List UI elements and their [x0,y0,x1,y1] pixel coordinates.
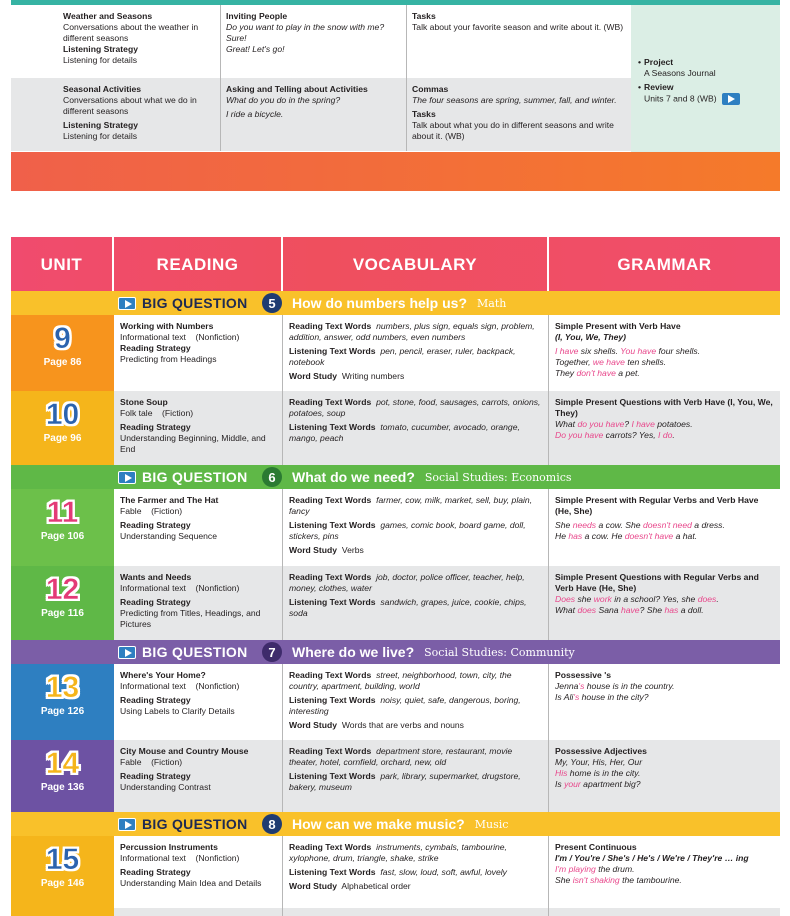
grammar-title: Simple Present with Regular Verbs and Verb Have (He, She) [555,495,759,516]
top-speaking-line: I ride a bicycle. [226,109,284,119]
reading-text-words: Reading Text Words department store, restaurant, movie theater, hotel, cornfield, orchard, new, old [289,746,513,767]
listening-text-words: Listening Text Words pen, pencil, eraser, ruler, backpack, notebook [289,346,516,367]
project-item: • Project A Seasons Journal [638,57,716,78]
top-reading-cell [11,78,221,151]
vocabulary-cell [283,566,549,640]
big-question-label: BIG QUESTION [142,294,248,311]
header-unit: UNIT [11,237,114,291]
reading-strategy-label: Reading Strategy [120,867,191,877]
reading-title: City Mouse and Country Mouse [120,746,249,756]
top-reading-title: Seasonal Activities [63,84,142,94]
grammar-example: Does she work in a school? Yes, she does. [555,594,719,604]
play-video-icon[interactable] [118,471,136,484]
grammar-example: Do you have carrots? Yes, I do. [555,430,675,440]
unit-row [11,489,780,566]
big-question-text: Where do we live? [292,643,415,660]
big-question-label: BIG QUESTION [142,815,248,832]
reading-title: Where's Your Home? [120,670,206,680]
play-video-icon[interactable] [118,818,136,831]
grammar-example: What does Sana have? She has a doll. [555,605,704,615]
big-question-banner [11,291,780,315]
reading-strategy: Predicting from Headings [120,354,217,364]
unit-row [11,391,780,465]
reading-title: Stone Soup [120,397,168,407]
top-reading-desc: Conversations about the weather in different seasons [63,22,199,43]
top-strategy: Listening for details [63,131,138,141]
reading-text-words: Reading Text Words street, neighborhood, town, city, the country, apartment, building, world [289,670,512,691]
reading-cell [114,566,283,640]
grammar-example: Is your apartment big? [555,779,641,789]
top-strategy-label: Listening Strategy [63,44,138,54]
reading-genre: Informational text (Nonfiction) [120,583,240,593]
reading-title: Wants and Needs [120,572,192,582]
reading-strategy: Using Labels to Clarify Details [120,706,235,716]
unit-badge [11,391,114,465]
reading-text-words: Reading Text Words pot, stone, food, sausages, carrots, onions, potatoes, soup [289,397,541,418]
top-speaking-title: Inviting People [226,11,288,21]
reading-strategy: Predicting from Titles, Headings, and Pictures [120,608,261,629]
unit-badge [11,664,114,740]
reading-strategy: Understanding Beginning, Middle, and End [120,433,266,454]
vocabulary-cell [283,489,549,566]
big-question-label: BIG QUESTION [142,643,248,660]
reading-strategy-label: Reading Strategy [120,422,191,432]
reading-genre: Informational text (Nonfiction) [120,332,240,342]
grammar-subtitle: (I, You, We, They) [555,332,626,342]
big-question-banner [11,812,780,836]
grammar-title: Present Continuous [555,842,637,852]
grammar-cell [549,489,780,566]
unit-badge [11,315,114,391]
unit-badge [11,566,114,640]
reading-genre: Folk tale (Fiction) [120,408,194,418]
reading-title: Working with Numbers [120,321,214,331]
top-writing-cell [407,5,631,78]
top-writing-title: Tasks [412,109,436,119]
grammar-example: She needs a cow. She doesn't need a dress. [555,520,725,530]
unit-row [11,740,780,812]
unit-badge [11,836,114,908]
grammar-cell [549,740,780,812]
grammar-example: What do you have? I have potatoes. [555,419,693,429]
top-speaking-title: Asking and Telling about Activities [226,84,368,94]
review-item: • Review Units 7 and 8 (WB) [638,82,776,105]
unit-row [11,836,780,908]
reading-genre: Informational text (Nonfiction) [120,853,240,863]
unit-number: 12 [45,573,80,606]
unit-number: 9 [54,322,71,355]
reading-cell [114,489,283,566]
top-speaking-cell [221,5,407,78]
header-grammar: GRAMMAR [617,254,712,274]
big-question-subject: Social Studies: Community [424,645,575,659]
listening-text-words: Listening Text Words tomato, cucumber, avocado, orange, mango, peach [289,422,520,443]
grammar-title: Simple Present with Verb Have [555,321,681,331]
reading-text-words: Reading Text Words numbers, plus sign, equals sign, problem, addition, answer, odd numbers, even numbers [289,321,535,342]
unit-badge [11,489,114,566]
grammar-title: Simple Present Questions with Regular Verbs and Verb Have (He, She) [555,572,759,593]
grammar-cell [549,664,780,740]
grammar-cell [549,836,780,908]
vocabulary-cell [283,664,549,740]
play-video-icon[interactable] [722,93,740,105]
play-video-icon[interactable] [118,297,136,310]
unit-number: 13 [45,671,80,704]
project-label: Project [644,57,674,67]
unit-badge [11,740,114,812]
reading-cell [114,664,283,740]
unit-page: Page 146 [40,878,85,889]
grammar-example: My, Your, His, Her, Our [555,757,643,767]
reading-strategy-label: Reading Strategy [120,771,191,781]
reading-text-words: Reading Text Words job, doctor, police officer, teacher, help, money, clothes, water [289,572,525,593]
reading-cell [114,836,283,908]
review-label: Review [644,82,674,92]
listening-text-words: Listening Text Words sandwich, grapes, juice, cookie, chips, soda [289,597,527,618]
top-row-1 [11,5,631,78]
reading-strategy: Understanding Sequence [120,531,217,541]
top-writing-cell [407,78,631,151]
grammar-title: Possessive 's [555,670,612,680]
reading-strategy-label: Reading Strategy [120,597,191,607]
grammar-example: They don't have a pet. [555,368,640,378]
big-question-text: How can we make music? [292,815,465,832]
reading-genre: Fable (Fiction) [120,506,183,516]
listening-text-words: Listening Text Words park, library, supermarket, drugstore, bakery, museum [289,771,521,792]
top-writing-desc: Talk about what you do in different seasons and write about it. (WB) [412,120,614,141]
unit-page: Page 116 [41,608,84,619]
grammar-cell [549,315,780,391]
reading-strategy-label: Reading Strategy [120,343,191,353]
vocabulary-cell [283,740,549,812]
unit-number: 11 [46,496,79,529]
word-study: Word Study Words that are verbs and nouns [289,720,464,730]
next-unit-row-partial [11,908,780,916]
reading-strategy: Understanding Main Idea and Details [120,878,262,888]
reading-title: Percussion Instruments [120,842,218,852]
big-question-text: What do we need? [292,468,415,485]
top-reading-desc: Conversations about what we do in different seasons [63,95,197,116]
grammar-subtitle: I'm / You're / She's / He's / We're / They're … ing [555,853,749,863]
top-writing-desc: Talk about your favorite season and write about it. (WB) [412,22,624,32]
grammar-cell [549,391,780,465]
big-question-subject: Math [477,296,507,310]
top-strategy-label: Listening Strategy [63,120,138,130]
big-question-banner [11,465,780,489]
grammar-example: Together, we have ten shells. [555,357,667,367]
listening-text-words: Listening Text Words fast, slow, loud, soft, awful, lovely [289,867,507,877]
grammar-example: I have six shells. You have four shells. [555,346,701,356]
unit-page: Page 96 [43,433,82,444]
reading-title: The Farmer and The Hat [120,495,219,505]
top-speaking-line: Sure! [226,33,247,43]
reading-strategy-label: Reading Strategy [120,695,191,705]
unit-number: 15 [45,843,80,876]
top-speaking-line: What do you do in the spring? [226,95,341,105]
unit-page: Page 126 [40,706,85,717]
unit-page: Page 136 [40,782,85,793]
review-text: Units 7 and 8 (WB) [644,93,717,104]
unit-row [11,315,780,391]
listening-text-words: Listening Text Words noisy, quiet, safe, dangerous, boring, interesting [289,695,521,716]
reading-strategy-label: Reading Strategy [120,520,191,530]
review-line [644,93,740,105]
unit-row [11,664,780,740]
big-question-subject: Social Studies: Economics [424,470,572,484]
big-question-number: 7 [262,642,282,662]
big-question-subject: Music [474,817,509,831]
reading-genre: Informational text (Nonfiction) [120,681,240,691]
grammar-example: I'm playing the drum. [555,864,635,874]
header-reading: READING [114,237,283,291]
big-question-number: 6 [262,467,282,487]
unit-page: Page 86 [43,357,82,368]
top-reading-cell [11,5,221,78]
top-writing-title: Tasks [412,11,436,21]
grammar-example: He has a cow. He doesn't have a hat. [555,531,698,541]
grammar-example: She isn't shaking the tambourine. [555,875,682,885]
unit-row [11,566,780,640]
grammar-example: Is Ali's house in the city? [555,692,649,702]
section-divider-bar [11,152,780,191]
word-study: Word Study Verbs [289,545,364,555]
reading-text-words: Reading Text Words farmer, cow, milk, market, sell, buy, plain, fancy [289,495,533,516]
unit-number: 14 [45,747,80,780]
vocabulary-cell [283,391,549,465]
word-study: Word Study Alphabetical order [289,881,411,891]
unit-number: 10 [45,398,80,431]
listening-text-words: Listening Text Words games, comic book, board game, doll, stickers, pins [289,520,526,541]
top-speaking-line: Do you want to play in the snow with me? [226,22,385,32]
reading-cell [114,740,283,812]
big-question-label: BIG QUESTION [142,468,248,485]
top-reading-title: Weather and Seasons [63,11,153,21]
play-video-icon[interactable] [118,646,136,659]
project-text: A Seasons Journal [644,68,716,78]
top-speaking-cell [221,78,407,151]
reading-text-words: Reading Text Words instruments, cymbals, tambourine, xylophone, drum, triangle, shake, strike [289,842,507,863]
grammar-title: Possessive Adjectives [555,746,647,756]
big-question-text: How do numbers help us? [292,294,468,311]
grammar-example: Jenna's house is in the country. [555,681,675,691]
unit-page: Page 106 [40,531,85,542]
project-review-panel [631,5,780,152]
grammar-example: His home is in the city. [555,768,641,778]
vocabulary-cell [283,836,549,908]
top-writing-desc: The four seasons are spring, summer, fall, and winter. [412,95,617,105]
grammar-title: Simple Present Questions with Verb Have (I, You, We, They) [555,397,773,418]
reading-cell [114,391,283,465]
top-strategy: Listening for details [63,55,138,65]
table-header [11,237,780,291]
reading-genre: Fable (Fiction) [120,757,183,767]
top-writing-title: Commas [412,84,449,94]
header-vocabulary: VOCABULARY [283,237,549,291]
word-study: Word Study Writing numbers [289,371,405,381]
grammar-cell [549,566,780,640]
big-question-number: 8 [262,814,282,834]
reading-strategy: Understanding Contrast [120,782,211,792]
top-row-2 [11,78,631,151]
top-speaking-line: Great! Let's go! [226,44,285,54]
big-question-banner [11,640,780,664]
big-question-number: 5 [262,293,282,313]
vocabulary-cell [283,315,549,391]
reading-cell [114,315,283,391]
